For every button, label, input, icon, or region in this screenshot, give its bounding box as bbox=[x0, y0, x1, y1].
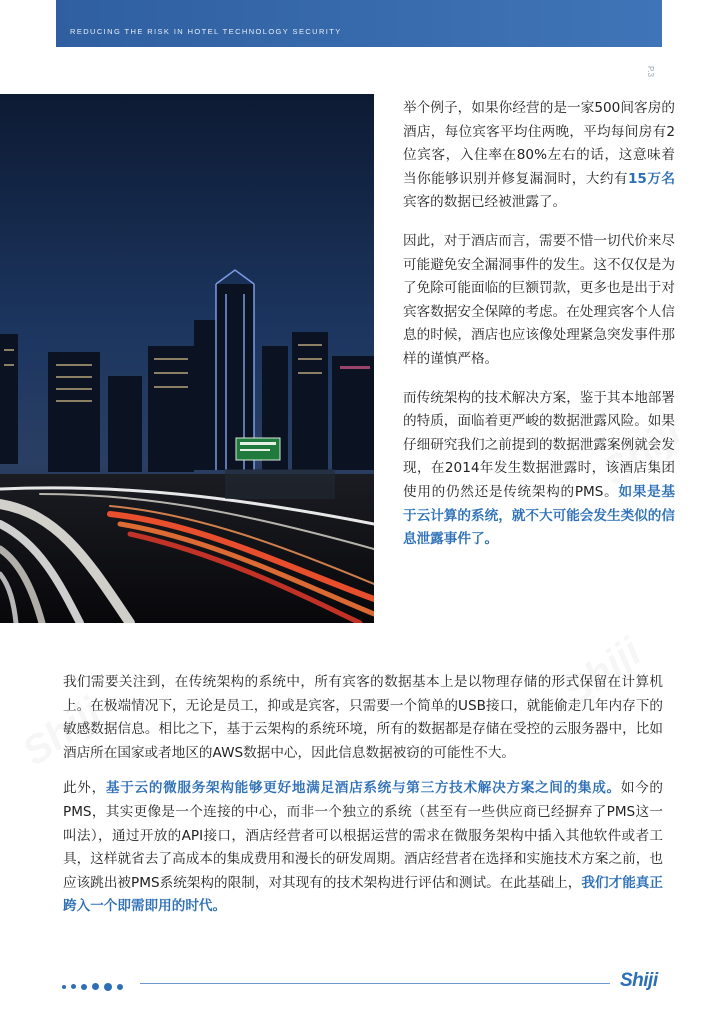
dot-icon bbox=[104, 983, 112, 991]
dot-icon bbox=[81, 984, 87, 990]
paragraph bbox=[63, 777, 663, 919]
highlight-text: 我们才能真正跨入一个即需即用的时代。 bbox=[63, 874, 663, 915]
right-column-text bbox=[403, 97, 675, 567]
highlight-text: 基于云的微服务架构能够更好地满足酒店系统与第三方技术解决方案之间的集成。 bbox=[105, 780, 621, 797]
paragraph bbox=[63, 671, 663, 765]
dot-icon bbox=[62, 985, 66, 989]
header-bar bbox=[56, 0, 662, 47]
city-night-photo bbox=[0, 94, 374, 623]
highlight-text: 如果是基于云计算的系统，就不大可能会发生类似的信息泄露事件了。 bbox=[403, 483, 676, 548]
dot-icon bbox=[92, 983, 99, 990]
body-text bbox=[63, 671, 663, 931]
paragraph-text: 我们需要关注到，在传统架构的系统中，所有宾客的数据基本上是以物理存储的形式保留在计算机上。在极端情况下，无论是员工，抑或是宾客，只需要一个简单的USB接口，就能偷走几年内存下的敏感数据信息。相比之下，基于云架构的系统环境，所有的数据都是存储在受控的云服务器中，比如酒店所在国家或者地区的AWS数据中心，因此信息数据被窃的可能性不大。 bbox=[63, 674, 663, 761]
paragraph-text: 举个例子，如果你经营的是一家500间客房的酒店，每位宾客平均住两晚，平均每间房有2位宾客，入住率在80%左右的话，这意味着当你能够识别并修复漏洞时，大约有 bbox=[403, 100, 675, 187]
paragraph bbox=[403, 230, 675, 372]
dot-icon bbox=[117, 984, 123, 990]
dot-icon bbox=[71, 984, 76, 989]
paragraph-text: 如今的PMS，其实更像是一个连接的中心，而非一个独立的系统（甚至有一些供应商已经摒弃了PMS这一叫法），通过开放的API接口，酒店经营者可以根据运营的需求在微服务架构中插入其他软件或者工具，这样就省去了高成本的集成费用和漫长的研发周期。酒店经营者在选择和实施技术方案之前，也应该跳出被PMS系统架构的限制，对其现有的技术架构进行评估和测试。在此基础上， bbox=[63, 780, 664, 891]
paragraph-text: 此外， bbox=[63, 780, 106, 797]
paragraph-text: 而传统架构的技术解决方案，鉴于其本地部署的特质，面临着更严峻的数据泄露风险。如果仔细研究我们之前提到的数据泄露案例就会发现，在2014年发生数据泄露时，该酒店集团使用的仍然还是传统架构的PMS。 bbox=[403, 389, 675, 500]
header-title: REDUCING THE RISK IN HOTEL TECHNOLOGY SECURITY bbox=[70, 27, 342, 36]
paragraph-text: 因此，对于酒店而言，需要不惜一切代价来尽可能避免安全漏洞事件的发生。这不仅仅是为了免除可能面临的巨额罚款，更多也是出于对宾客数据安全保障的考虑。在处理宾客个人信息的时候，酒店也应该像处理紧急突发事件那样的谨慎严格。 bbox=[403, 232, 675, 367]
paragraph-text: 宾客的数据已经被泄露了。 bbox=[403, 194, 567, 211]
page-number: P.3 bbox=[646, 66, 655, 77]
highlight-text: 15万名 bbox=[627, 170, 676, 187]
paragraph bbox=[403, 387, 675, 552]
footer-dots bbox=[62, 976, 128, 988]
paragraph bbox=[403, 97, 675, 215]
footer-divider bbox=[140, 983, 610, 984]
shiji-logo: Shiji bbox=[620, 970, 658, 991]
